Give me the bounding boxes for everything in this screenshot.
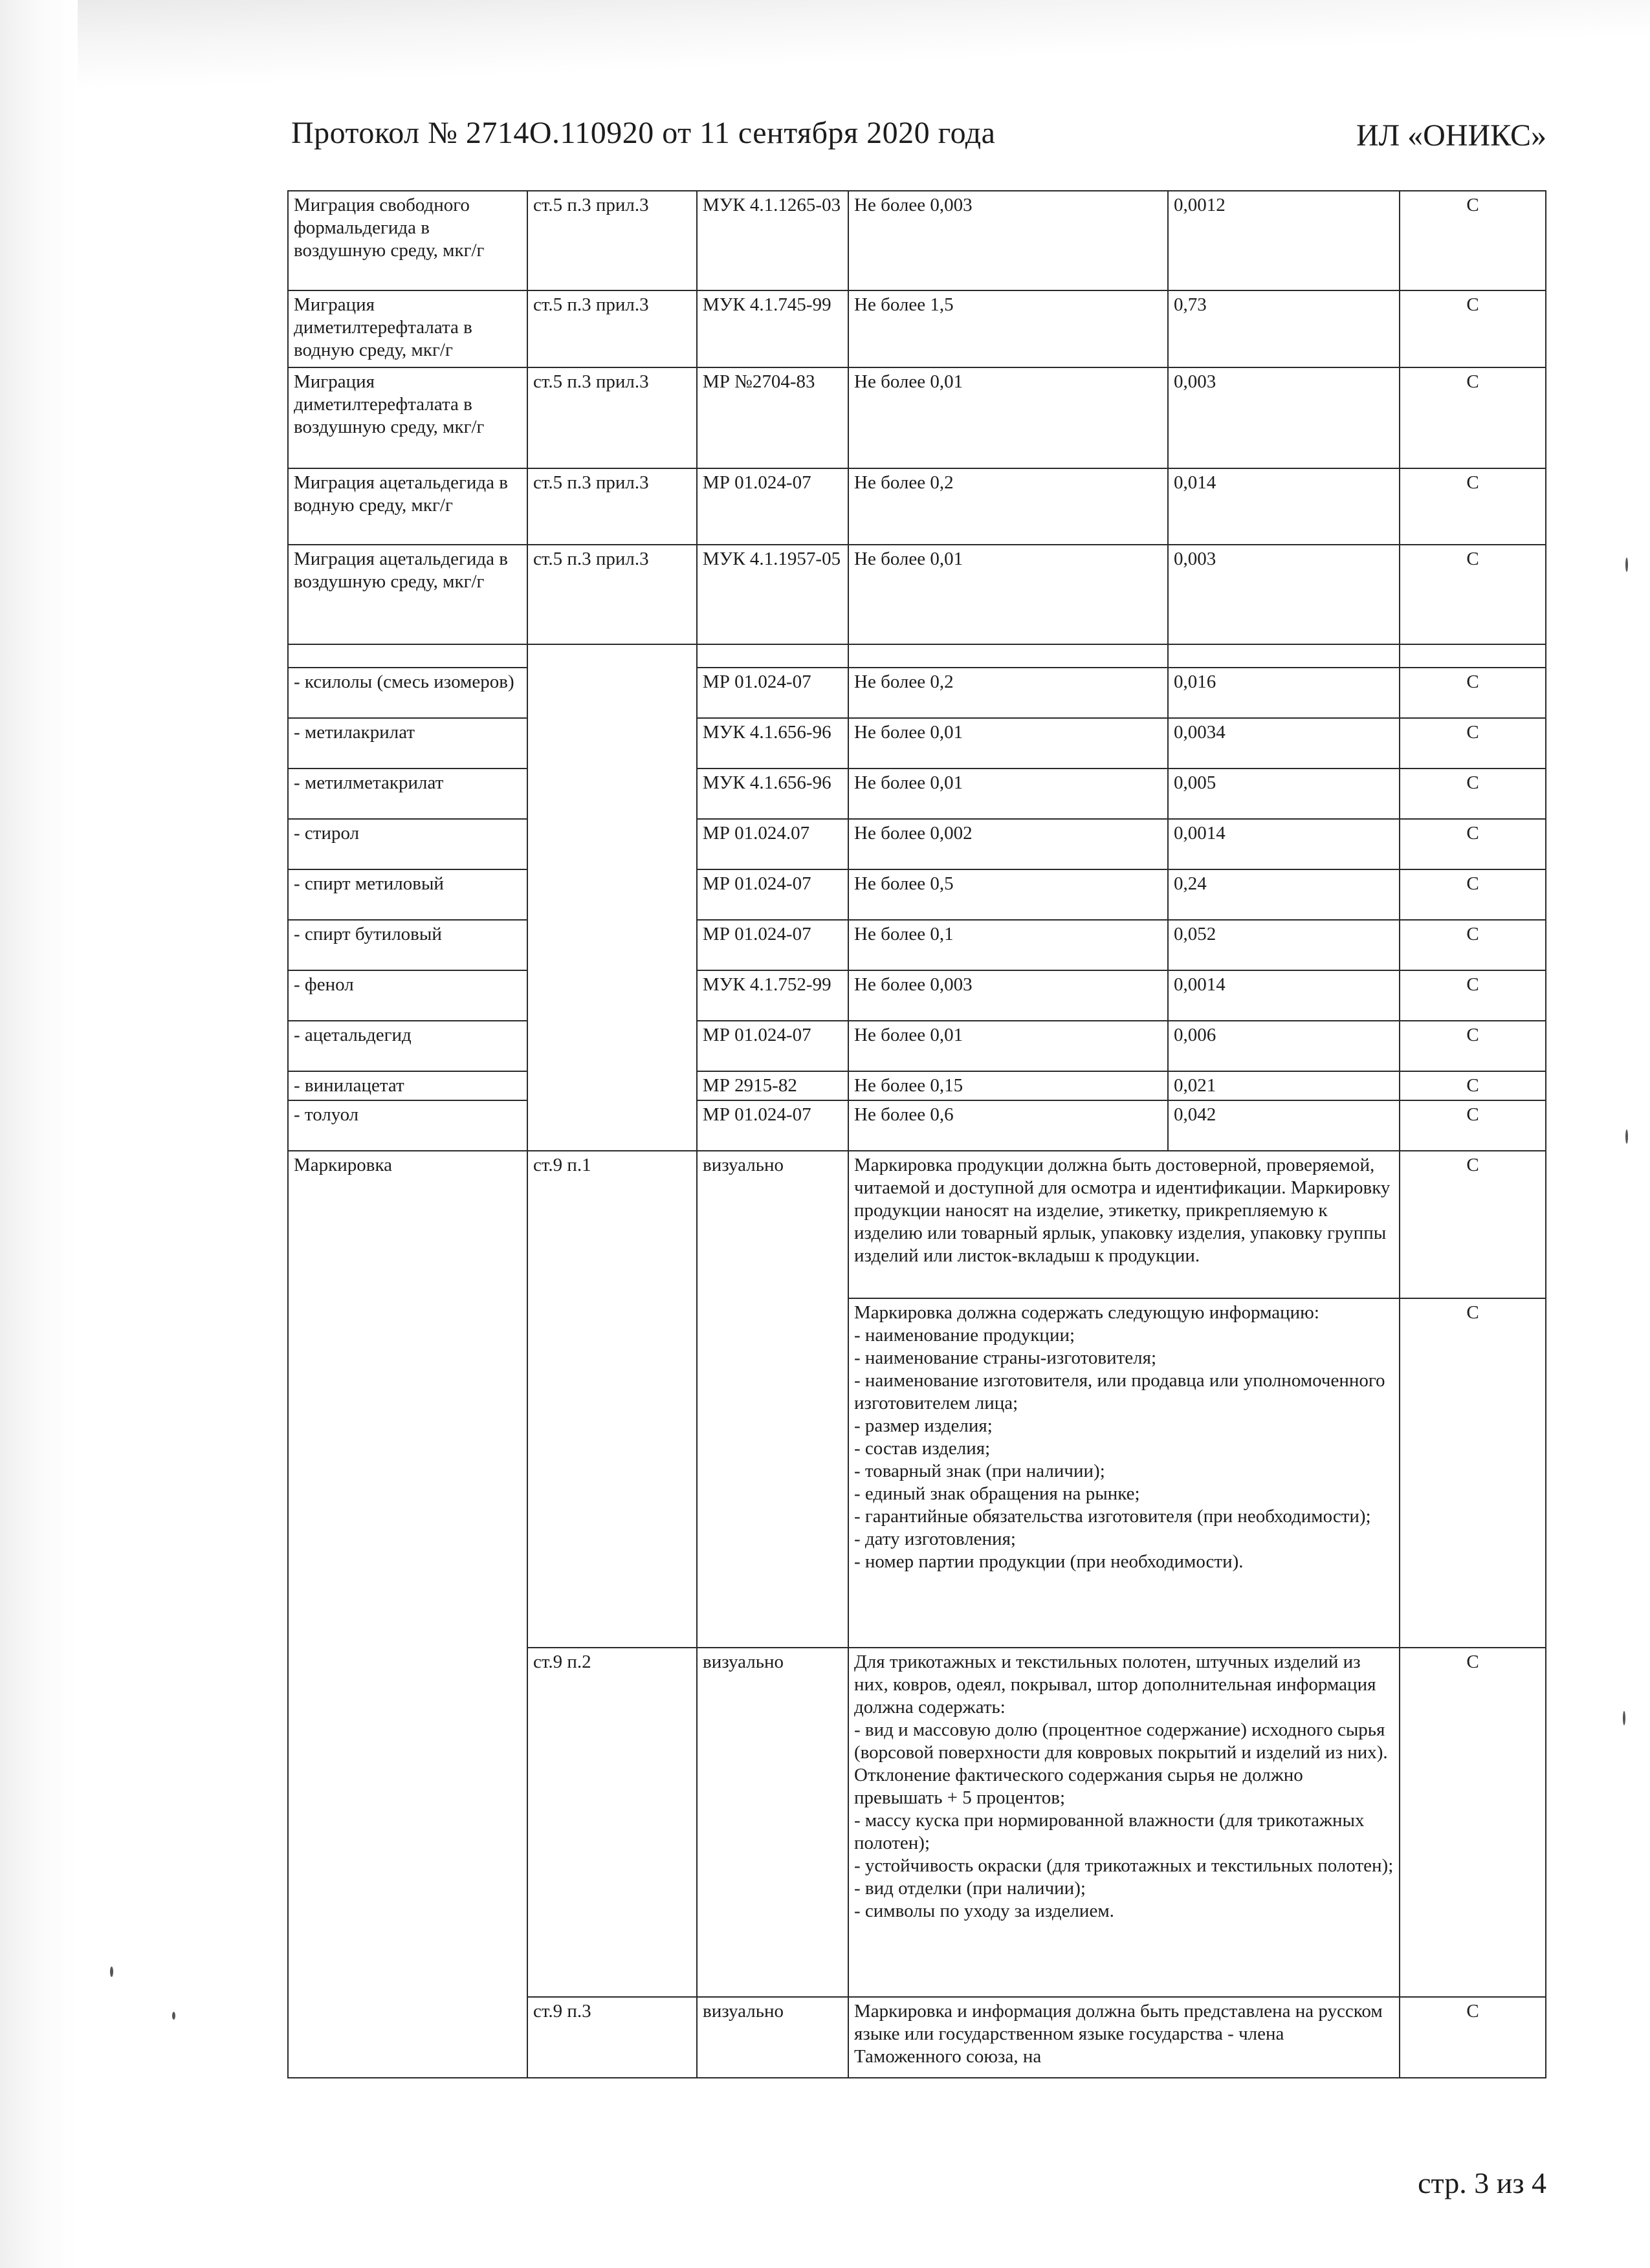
conformity-mark: С <box>1400 468 1546 545</box>
norm-value: Не более 0,5 <box>848 869 1168 920</box>
scan-speck <box>1625 558 1628 572</box>
result-value: 0,73 <box>1168 290 1400 367</box>
substance-name: - ацетальдегид <box>288 1021 527 1071</box>
substance-name: - спирт метиловый <box>288 869 527 920</box>
normative-clause: ст.9 п.2 <box>527 1648 697 1997</box>
test-method: МР 01.024.07 <box>697 819 848 869</box>
result-value: 0,005 <box>1168 769 1400 819</box>
result-value: 0,042 <box>1168 1100 1400 1151</box>
indicator-name: Миграция ацетальдегида в воздушную среду, мкг/г <box>288 545 527 644</box>
test-method: визуально <box>697 1648 848 1997</box>
table-row <box>288 869 1546 920</box>
result-value: 0,003 <box>1168 545 1400 644</box>
norm-value: Не более 0,2 <box>848 468 1168 545</box>
result-value: 0,003 <box>1168 367 1400 468</box>
norm-value: Не более 0,01 <box>848 718 1168 769</box>
test-method: МР 01.024-07 <box>697 668 848 718</box>
empty-cell <box>1400 644 1546 668</box>
normative-clause: ст.5 п.3 прил.3 <box>527 545 697 644</box>
indicator-name: Маркировка <box>288 1151 527 2078</box>
requirement-list: Для трикотажных и текстильных полотен, штучных изделий из них, ковров, одеял, покрывал, штор дополнительная информация должна содержать: - вид и массовую долю (процентное содержание) исходного сырья (ворсовой поверхности для ковровых покрытий и изделий из них). Отклонение фактического содержания сырья не должно превышать + 5 процентов; - массу куска при нормированной влажности (для трикотажных полотен); - устойчивость окраски (для трикотажных и текстильных полотен); - вид отделки (при наличии); - символы по уходу за изделием. <box>848 1648 1400 1997</box>
empty-cell <box>848 644 1168 668</box>
indicator-name: Миграция ацетальдегида в водную среду, мкг/г <box>288 468 527 545</box>
norm-value: Не более 0,15 <box>848 1071 1168 1100</box>
result-value: 0,0014 <box>1168 970 1400 1021</box>
substance-name: - метилакрилат <box>288 718 527 769</box>
result-value: 0,0014 <box>1168 819 1400 869</box>
test-method: МР 01.024-07 <box>697 869 848 920</box>
conformity-mark: С <box>1400 1071 1546 1100</box>
requirement-list: Маркировка должна содержать следующую информацию: - наименование продукции; - наименование страны-изготовителя; - наименование изготовителя, или продавца или уполномоченного изготовителем лица; - размер изделия; - состав изделия; - товарный знак (при наличии); - единый знак обращения на рынке; - гарантийные обязательства изготовителя (при необходимости); - дату изготовления; - номер партии продукции (при необходимости). <box>848 1298 1400 1648</box>
result-value: 0,016 <box>1168 668 1400 718</box>
scan-edge <box>0 0 78 2268</box>
conformity-mark: С <box>1400 367 1546 468</box>
norm-value: Не более 1,5 <box>848 290 1168 367</box>
substance-name: - метилметакрилат <box>288 769 527 819</box>
conformity-mark: С <box>1400 819 1546 869</box>
result-value: 0,0012 <box>1168 191 1400 290</box>
conformity-mark: С <box>1400 545 1546 644</box>
substance-name: - ксилолы (смесь изомеров) <box>288 668 527 718</box>
scan-speck <box>1625 1129 1628 1144</box>
normative-clause: ст.9 п.3 <box>527 1997 697 2078</box>
result-value: 0,006 <box>1168 1021 1400 1071</box>
norm-value: Не более 0,1 <box>848 920 1168 970</box>
test-method: МР 01.024-07 <box>697 1021 848 1071</box>
normative-clause: ст.9 п.1 <box>527 1151 697 1648</box>
substance-name: - стирол <box>288 819 527 869</box>
indicator-name: Миграция диметилтерефталата в водную среду, мкг/г <box>288 290 527 367</box>
norm-value: Не более 0,003 <box>848 191 1168 290</box>
test-method: МР 01.024-07 <box>697 468 848 545</box>
table-row <box>288 1100 1546 1151</box>
substance-name: - фенол <box>288 970 527 1021</box>
results-table <box>287 190 1546 2078</box>
table-row <box>288 718 1546 769</box>
norm-value: Не более 0,01 <box>848 545 1168 644</box>
table-row <box>288 970 1546 1021</box>
conformity-mark: С <box>1400 718 1546 769</box>
table-row <box>288 920 1546 970</box>
conformity-mark: С <box>1400 1021 1546 1071</box>
scan-speck <box>110 1967 113 1977</box>
result-value: 0,014 <box>1168 468 1400 545</box>
clause-merged-cell <box>527 644 697 1151</box>
test-method: МУК 4.1.656-96 <box>697 769 848 819</box>
table-row-empty <box>288 644 1546 668</box>
norm-value: Не более 0,01 <box>848 1021 1168 1071</box>
conformity-mark: С <box>1400 1298 1546 1648</box>
requirement-text: Маркировка продукции должна быть достоверной, проверяемой, читаемой и доступной для осмотра и идентификации. Маркировку продукции наносят на изделие, этикетку, прикрепляемую к изделию или товарный ярлык, упаковку изделия, упаковку группы изделий или листок-вкладыш к продукции. <box>848 1151 1400 1298</box>
table-row <box>288 668 1546 718</box>
norm-value: Не более 0,2 <box>848 668 1168 718</box>
result-value: 0,052 <box>1168 920 1400 970</box>
empty-cell <box>1168 644 1400 668</box>
test-method: визуально <box>697 1151 848 1648</box>
conformity-mark: С <box>1400 1997 1546 2078</box>
table-row <box>288 367 1546 468</box>
lab-name: ИЛ «ОНИКС» <box>1356 118 1546 153</box>
table-row <box>288 769 1546 819</box>
table-row <box>288 290 1546 367</box>
table-row <box>288 468 1546 545</box>
conformity-mark: С <box>1400 191 1546 290</box>
indicator-name: Миграция диметилтерефталата в воздушную среду, мкг/г <box>288 367 527 468</box>
conformity-mark: С <box>1400 290 1546 367</box>
result-value: 0,021 <box>1168 1071 1400 1100</box>
scan-speck <box>172 2012 175 2020</box>
normative-clause: ст.5 п.3 прил.3 <box>527 468 697 545</box>
test-method: МУК 4.1.1957-05 <box>697 545 848 644</box>
scan-shadow <box>0 0 1650 97</box>
test-method: МР 01.024-07 <box>697 1100 848 1151</box>
empty-cell <box>697 644 848 668</box>
substance-name: - винилацетат <box>288 1071 527 1100</box>
table-row <box>288 1071 1546 1100</box>
test-method: МР 2915-82 <box>697 1071 848 1100</box>
normative-clause: ст.5 п.3 прил.3 <box>527 290 697 367</box>
requirement-text: Маркировка и информация должна быть представлена на русском языке или государственном языке государства - члена Таможенного союза, на <box>848 1997 1400 2078</box>
conformity-mark: С <box>1400 920 1546 970</box>
norm-value: Не более 0,01 <box>848 769 1168 819</box>
normative-clause: ст.5 п.3 прил.3 <box>527 367 697 468</box>
norm-value: Не более 0,6 <box>848 1100 1168 1151</box>
test-method: МУК 4.1.752-99 <box>697 970 848 1021</box>
conformity-mark: С <box>1400 869 1546 920</box>
conformity-mark: С <box>1400 1151 1546 1298</box>
table-row <box>288 819 1546 869</box>
substance-name: - спирт бутиловый <box>288 920 527 970</box>
conformity-mark: С <box>1400 769 1546 819</box>
conformity-mark: С <box>1400 1648 1546 1997</box>
substance-name: - толуол <box>288 1100 527 1151</box>
empty-cell <box>288 644 527 668</box>
scan-speck <box>1623 1711 1625 1725</box>
conformity-mark: С <box>1400 1100 1546 1151</box>
indicator-name: Миграция свободного формальдегида в воздушную среду, мкг/г <box>288 191 527 290</box>
normative-clause: ст.5 п.3 прил.3 <box>527 191 697 290</box>
table-row <box>288 1021 1546 1071</box>
norm-value: Не более 0,002 <box>848 819 1168 869</box>
conformity-mark: С <box>1400 668 1546 718</box>
test-method: МУК 4.1.656-96 <box>697 718 848 769</box>
result-value: 0,24 <box>1168 869 1400 920</box>
test-method: визуально <box>697 1997 848 2078</box>
protocol-title: Протокол № 2714О.110920 от 11 сентября 2020 года <box>291 116 996 150</box>
test-method: МУК 4.1.1265-03 <box>697 191 848 290</box>
norm-value: Не более 0,01 <box>848 367 1168 468</box>
conformity-mark: С <box>1400 970 1546 1021</box>
table-row <box>288 191 1546 290</box>
table-row <box>288 545 1546 644</box>
page-number: стр. 3 из 4 <box>1418 2166 1546 2199</box>
table-row <box>288 1151 1546 1298</box>
result-value: 0,0034 <box>1168 718 1400 769</box>
norm-value: Не более 0,003 <box>848 970 1168 1021</box>
test-method: МР 01.024-07 <box>697 920 848 970</box>
test-method: МУК 4.1.745-99 <box>697 290 848 367</box>
test-method: МР №2704-83 <box>697 367 848 468</box>
